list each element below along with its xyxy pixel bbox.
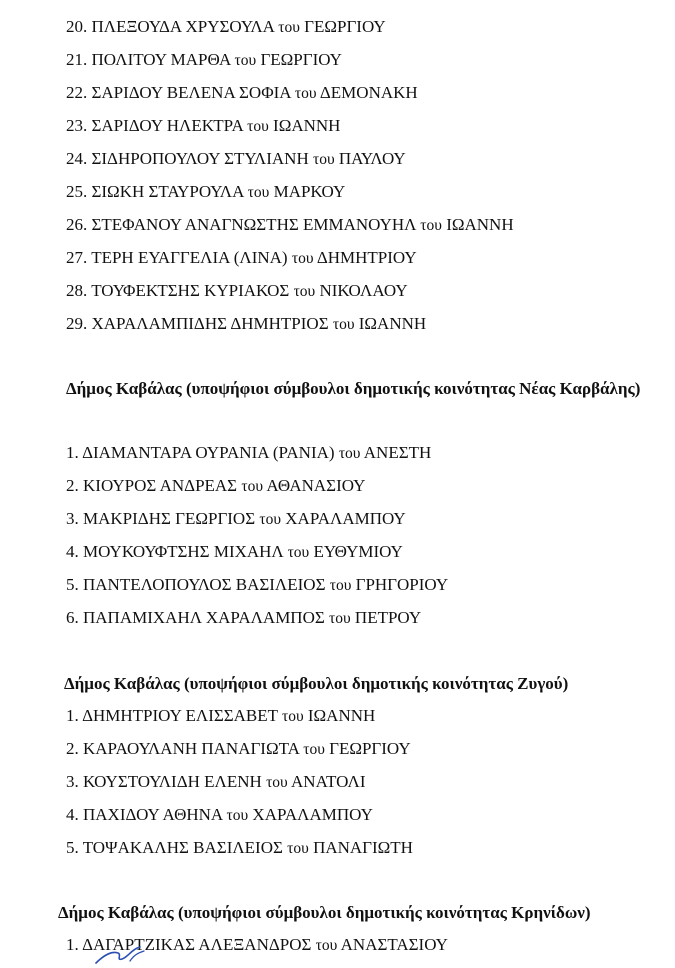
item-number: 6.: [66, 608, 79, 627]
candidate-name: ΣΑΡΙΔΟΥ ΗΛΕΚΤΡΑ: [91, 116, 243, 135]
list-item: [0, 476, 675, 509]
list-item: [0, 314, 675, 347]
patronymic-connector: του: [338, 445, 361, 462]
patronymic-connector: του: [315, 937, 338, 954]
item-number: 21.: [66, 50, 88, 69]
candidate-name: ΣΙΩΚΗ ΣΤΑΥΡΟΥΛΑ: [91, 182, 244, 201]
candidate-name: ΚΙΟΥΡΟΣ ΑΝΔΡΕΑΣ: [83, 476, 238, 495]
list-item: [0, 215, 675, 248]
list-item: [0, 17, 675, 50]
father-name: ΠΑΥΛΟΥ: [338, 149, 406, 168]
patronymic-connector: του: [293, 283, 316, 300]
father-name: ΝΙΚΟΛΑΟΥ: [319, 281, 408, 300]
item-number: 2.: [66, 476, 79, 495]
father-name: ΙΩΑΝΝΗ: [273, 116, 341, 135]
list-item: [0, 281, 675, 314]
candidate-name: ΠΑΠΑΜΙΧΑΗΛ ΧΑΡΑΛΑΜΠΟΣ: [83, 608, 325, 627]
signature-mark: [92, 941, 152, 965]
candidate-name: ΤΟΥΦΕΚΤΣΗΣ ΚΥΡΙΑΚΟΣ: [91, 281, 290, 300]
father-name: ΓΕΩΡΓΙΟΥ: [260, 50, 342, 69]
father-name: ΜΑΡΚΟΥ: [273, 182, 346, 201]
father-name: ΑΝΕΣΤΗ: [363, 443, 432, 462]
patronymic-connector: του: [312, 151, 335, 168]
patronymic-connector: του: [420, 217, 442, 234]
item-number: 5.: [66, 575, 79, 594]
item-number: 28.: [66, 281, 88, 300]
list-item: [0, 608, 675, 641]
father-name: ΔΗΜΗΤΡΙΟΥ: [316, 248, 417, 267]
candidate-list-nea-karvali: [0, 443, 675, 641]
candidate-name: ΣΑΡΙΔΟΥ ΒΕΛΕΝΑ ΣΟΦΙΑ: [91, 83, 291, 102]
candidate-list-zygos: [0, 706, 675, 871]
patronymic-connector: του: [294, 85, 317, 102]
candidate-name: ΣΙΔΗΡΟΠΟΥΛΟΥ ΣΤΥΛΙΑΝΗ: [91, 149, 309, 168]
list-item: [0, 509, 675, 542]
item-number: 20.: [66, 17, 88, 36]
item-number: 5.: [66, 838, 79, 857]
father-name: ΑΝΑΤΟΛΙ: [291, 772, 366, 791]
list-item: [0, 248, 675, 281]
item-number: 1.: [66, 935, 79, 954]
candidate-name: ΚΟΥΣΤΟΥΛΙΔΗ ΕΛΕΝΗ: [83, 772, 262, 791]
item-number: 27.: [66, 248, 88, 267]
list-item: [0, 805, 675, 838]
list-item: [0, 739, 675, 772]
list-item: [0, 542, 675, 575]
patronymic-connector: του: [259, 511, 282, 528]
father-name: ΓΕΩΡΓΙΟΥ: [304, 17, 386, 36]
item-number: 3.: [66, 509, 79, 528]
patronymic-connector: του: [241, 478, 263, 495]
father-name: ΔΕΜΟΝΑΚΗ: [319, 83, 418, 102]
patronymic-connector: του: [287, 840, 309, 857]
item-number: 29.: [66, 314, 88, 333]
section-heading-krinides: Δήμος Καβάλας (υποψήφιοι σύμβουλοι δημοτικής κοινότητας Κρηνίδων): [58, 903, 591, 922]
father-name: ΓΕΩΡΓΙΟΥ: [329, 739, 411, 758]
candidate-name: ΧΑΡΑΛΑΜΠΙΔΗΣ ΔΗΜΗΤΡΙΟΣ: [91, 314, 329, 333]
patronymic-connector: του: [329, 577, 352, 594]
list-item: [0, 443, 675, 476]
father-name: ΠΕΤΡΟΥ: [354, 608, 422, 627]
patronymic-connector: του: [234, 52, 257, 69]
patronymic-connector: του: [266, 774, 288, 791]
item-number: 4.: [66, 542, 79, 561]
patronymic-connector: του: [329, 610, 351, 627]
item-number: 24.: [66, 149, 88, 168]
father-name: ΙΩΑΝΝΗ: [358, 314, 427, 333]
father-name: ΧΑΡΑΛΑΜΠΟΥ: [285, 509, 406, 528]
list-item: [0, 149, 675, 182]
candidate-name: ΔΑΓΑΡΤΖΙΚΑΣ ΑΛΕΞΑΝΔΡΟΣ: [82, 935, 312, 954]
father-name: ΕΥΘΥΜΙΟΥ: [313, 542, 403, 561]
patronymic-connector: του: [247, 184, 270, 201]
item-number: 3.: [66, 772, 79, 791]
candidate-name: ΠΑΧΙΔΟΥ ΑΘΗΝΑ: [83, 805, 223, 824]
patronymic-connector: του: [287, 544, 310, 561]
father-name: ΓΡΗΓΟΡΙΟΥ: [355, 575, 449, 594]
patronymic-connector: του: [278, 19, 300, 36]
candidate-name: ΚΑΡΑΟΥΛΑΝΗ ΠΑΝΑΓΙΩΤΑ: [83, 739, 299, 758]
candidate-name: ΜΟΥΚΟΥΦΤΣΗΣ ΜΙΧΑΗΛ: [83, 542, 284, 561]
candidate-name: ΤΕΡΗ ΕΥΑΓΓΕΛΙΑ (ΛΙΝΑ): [91, 248, 288, 267]
list-item: [0, 706, 675, 739]
item-number: 1.: [66, 443, 79, 462]
item-number: 1.: [66, 706, 79, 725]
section-heading-nea-karvali: Δήμος Καβάλας (υποψήφιοι σύμβουλοι δημοτικής κοινότητας Νέας Καρβάλης): [66, 379, 641, 398]
item-number: 2.: [66, 739, 79, 758]
candidate-name: ΠΛΕΞΟΥΔΑ ΧΡΥΣΟΥΛΑ: [91, 17, 275, 36]
list-item: [0, 116, 675, 149]
candidate-name: ΠΑΝΤΕΛΟΠΟΥΛΟΣ ΒΑΣΙΛΕΙΟΣ: [83, 575, 326, 594]
father-name: ΠΑΝΑΓΙΩΤΗ: [313, 838, 413, 857]
candidate-name: ΔΗΜΗΤΡΙΟΥ ΕΛΙΣΣΑΒΕΤ: [82, 706, 278, 725]
list-item: [0, 772, 675, 805]
patronymic-connector: του: [291, 250, 314, 267]
list-item: [0, 182, 675, 215]
candidate-name: ΤΟΨΑΚΑΛΗΣ ΒΑΣΙΛΕΙΟΣ: [82, 838, 283, 857]
item-number: 4.: [66, 805, 79, 824]
item-number: 22.: [66, 83, 88, 102]
patronymic-connector: του: [332, 316, 355, 333]
father-name: ΧΑΡΑΛΑΜΠΟΥ: [252, 805, 373, 824]
patronymic-connector: του: [281, 708, 304, 725]
candidate-name: ΣΤΕΦΑΝΟΥ ΑΝΑΓΝΩΣΤΗΣ ΕΜΜΑΝΟΥΗΛ: [91, 215, 417, 234]
candidate-name: ΔΙΑΜΑΝΤΑΡΑ ΟΥΡΑΝΙΑ (ΡΑΝΙΑ): [82, 443, 335, 462]
father-name: ΑΝΑΣΤΑΣΙΟΥ: [340, 935, 448, 954]
patronymic-connector: του: [303, 741, 325, 758]
father-name: ΑΘΑΝΑΣΙΟΥ: [266, 476, 366, 495]
father-name: ΙΩΑΝΝΗ: [446, 215, 514, 234]
item-number: 26.: [66, 215, 88, 234]
list-item: [0, 50, 675, 83]
father-name: ΙΩΑΝΝΗ: [307, 706, 376, 725]
patronymic-connector: του: [247, 118, 269, 135]
list-item: [0, 575, 675, 608]
candidate-name: ΜΑΚΡΙΔΗΣ ΓΕΩΡΓΙΟΣ: [83, 509, 256, 528]
item-number: 23.: [66, 116, 88, 135]
list-item: [0, 838, 675, 871]
patronymic-connector: του: [226, 807, 249, 824]
section-heading-zygos: Δήμος Καβάλας (υποψήφιοι σύμβουλοι δημοτικής κοινότητας Ζυγού): [64, 674, 569, 693]
list-item: [0, 83, 675, 116]
item-number: 25.: [66, 182, 88, 201]
candidate-name: ΠΟΛΙΤΟΥ ΜΑΡΘΑ: [91, 50, 231, 69]
candidate-list-section-1: [0, 17, 675, 347]
